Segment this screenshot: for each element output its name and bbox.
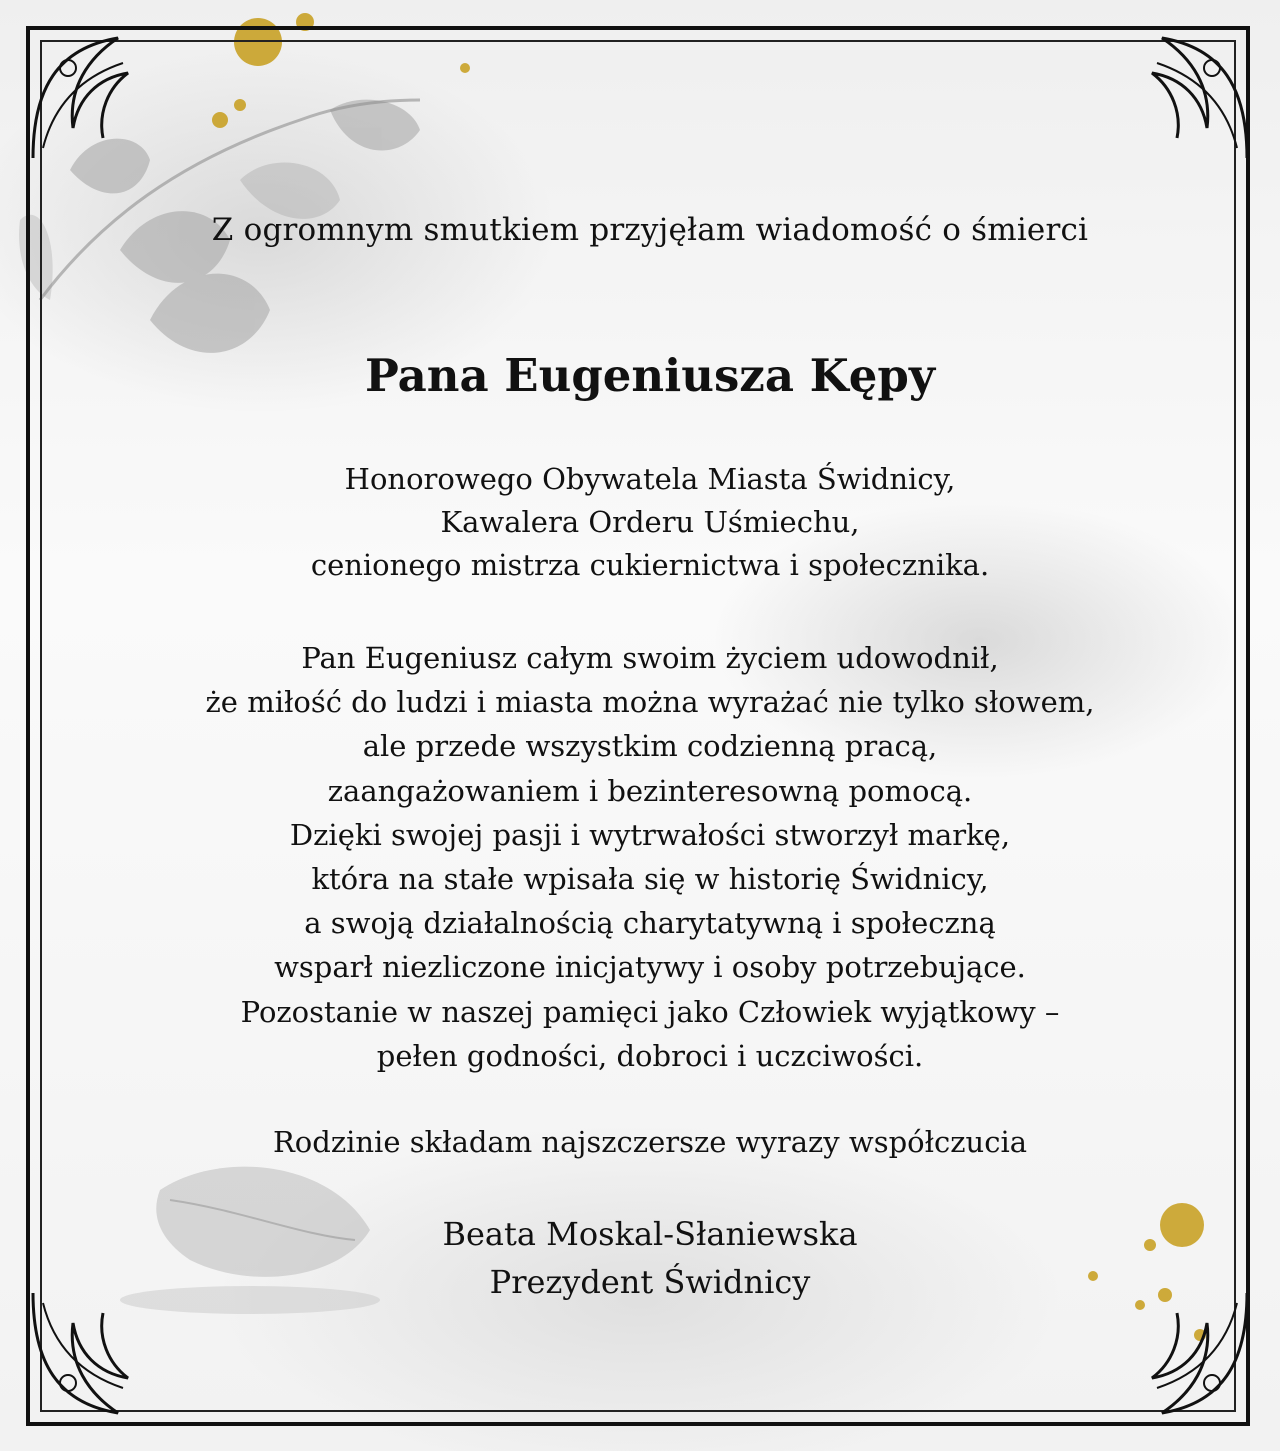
intro-line: Z ogromnym smutkiem przyjęłam wiadomość o śmierci [211,212,1089,248]
condolence-line: Rodzinie składam najszczersze wyrazy współczucia [272,1125,1028,1159]
body-line: że miłość do ludzi i miasta można wyrażać nie tylko słowem, [205,685,1095,720]
body-line: Pan Eugeniusz całym swoim życiem udowodnił, [301,641,999,675]
deceased-name: Pana Eugeniusza Kępy [364,349,936,402]
tribute-body [60,636,1240,1078]
title-line: cenionego mistrza cukiernictwa i społecznika. [310,548,990,582]
title-line: Honorowego Obywatela Miasta Świdnicy, [344,462,956,496]
body-line: a swoją działalnością charytatywną i społeczną [304,906,996,941]
body-line: ale przede wszystkim codzienną pracą, [362,729,938,764]
body-line: wsparł niezliczone inicjatywy i osoby potrzebujące. [274,950,1026,985]
condolence-text [60,0,1240,1451]
signature-position: Prezydent Świdnicy [489,1263,811,1301]
body-line: zaangażowaniem i bezinteresowną pomocą. [327,773,973,808]
body-line: pełen godności, dobroci i uczciwości. [376,1038,924,1073]
title-line: Kawalera Orderu Uśmiechu, [440,505,860,539]
signature-block [60,1210,1240,1306]
body-line: Dzięki swojej pasji i wytrwałości stworzył markę, [289,817,1011,852]
body-line: która na stałe wpisała się w historię Świdnicy, [311,862,989,897]
honorific-titles [60,458,1240,587]
body-line: Pozostanie w naszej pamięci jako Człowiek wyjątkowy – [240,994,1060,1029]
signature-name: Beata Moskal-Słaniewska [442,1215,858,1253]
